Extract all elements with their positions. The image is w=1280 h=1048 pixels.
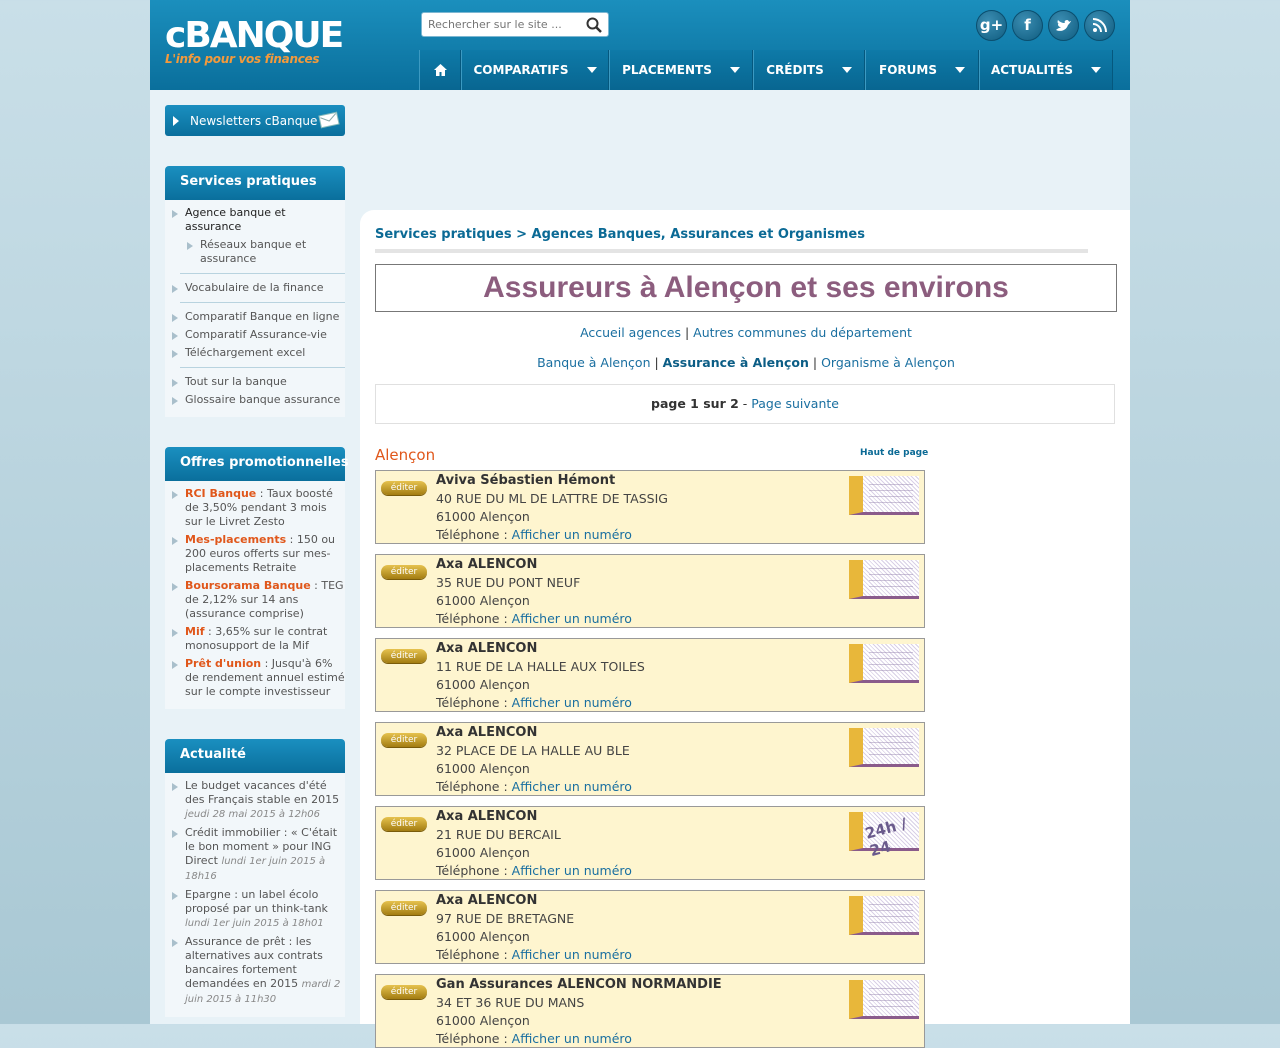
envelope-icon — [319, 112, 339, 128]
search-icon[interactable] — [586, 17, 602, 33]
newsletter-button[interactable]: Newsletters cBanque — [165, 105, 345, 136]
schedule-grid — [869, 480, 913, 508]
logo-brand: cBANQUE — [165, 15, 343, 56]
show-phone-link[interactable]: Afficher un numéro — [511, 947, 632, 962]
chevron-down-icon — [842, 67, 852, 73]
agency-name: Axa ALENCON — [436, 641, 538, 656]
next-page-link[interactable]: Page suivante — [751, 396, 839, 411]
nav-actualites[interactable]: ACTUALITÉS — [979, 50, 1113, 90]
agency-info — [436, 976, 722, 1048]
main-content — [360, 210, 1130, 1046]
sidebar-item-comparatif-assurance[interactable]: Comparatif Assurance-vie — [165, 326, 345, 344]
agency-phone: Téléphone : Afficher un numéro — [436, 527, 632, 542]
agency-city: 61000 Alençon — [436, 929, 530, 944]
opening-hours-thumbnail[interactable] — [849, 644, 919, 683]
link-banque[interactable]: Banque à Alençon — [537, 355, 651, 370]
offer-item: Mes-placements : 150 ou 200 euros offerts sur mes-placements Retraite — [165, 531, 345, 577]
opening-hours-thumbnail[interactable] — [849, 896, 919, 935]
category-links: Banque à Alençon | Assurance à Alençon | Organisme à Alençon — [537, 355, 955, 370]
title-box — [375, 264, 1117, 312]
hours-badge: 24h / 24 — [863, 814, 909, 861]
logo[interactable] — [165, 15, 343, 66]
search-input[interactable] — [422, 13, 582, 36]
breadcrumb[interactable]: Services pratiques > Agences Banques, Assurances et Organismes — [375, 227, 865, 242]
offer-item: Prêt d'union : Jusqu'à 6% de rendement annuel estimé sur le compte investisseur — [165, 655, 345, 701]
agency-info — [436, 556, 632, 628]
agency-info — [436, 724, 632, 796]
opening-hours-thumbnail[interactable] — [849, 980, 919, 1019]
agency-name: Axa ALENCON — [436, 809, 538, 824]
news-item[interactable]: Epargne : un label écolo proposé par un think-tank lundi 1er juin 2015 à 18h01 — [165, 886, 345, 933]
show-phone-link[interactable]: Afficher un numéro — [511, 1031, 632, 1046]
agency-entry — [375, 638, 925, 712]
agency-name: Axa ALENCON — [436, 725, 538, 740]
schedule-grid — [869, 648, 913, 676]
opening-hours-thumbnail[interactable] — [849, 560, 919, 599]
chevron-down-icon — [587, 67, 597, 73]
news-item[interactable]: Crédit immobilier : « C'était le bon moment » pour ING Direct lundi 1er juin 2015 à 18h16 — [165, 824, 345, 886]
agency-entry — [375, 890, 925, 964]
opening-hours-thumbnail[interactable] — [849, 812, 919, 861]
agency-address: 11 RUE DE LA HALLE AUX TOILES — [436, 659, 645, 674]
agency-city: 61000 Alençon — [436, 761, 530, 776]
news-title: Actualité — [165, 739, 345, 773]
nav-comparatifs[interactable]: COMPARATIFS — [461, 50, 609, 90]
edit-button[interactable]: éditer — [381, 817, 427, 831]
main-nav — [419, 50, 1115, 90]
offer-brand-link[interactable]: Mes-placements — [185, 533, 287, 546]
offer-item: Boursorama Banque : TEG de 2,12% sur 14 ans (assurance comprise) — [165, 577, 345, 623]
agency-city: 61000 Alençon — [436, 593, 530, 608]
nav-forums[interactable]: FORUMS — [865, 50, 979, 90]
facebook-icon[interactable]: f — [1012, 10, 1043, 41]
show-phone-link[interactable]: Afficher un numéro — [511, 863, 632, 878]
agency-name: Axa ALENCON — [436, 893, 538, 908]
pagination: page 1 sur 2 - Page suivante — [375, 384, 1115, 424]
nav-credits[interactable]: CRÉDITS — [753, 50, 865, 90]
agency-info — [436, 640, 645, 712]
agency-name: Axa ALENCON — [436, 557, 538, 572]
chevron-down-icon — [1091, 67, 1101, 73]
agency-name: Aviva Sébastien Hémont — [436, 473, 616, 488]
agency-phone: Téléphone : Afficher un numéro — [436, 611, 632, 626]
nav-home[interactable] — [419, 50, 461, 90]
agency-phone: Téléphone : Afficher un numéro — [436, 947, 632, 962]
chevron-down-icon — [955, 67, 965, 73]
sidebar-item-vocabulaire[interactable]: Vocabulaire de la finance — [165, 279, 345, 297]
agency-city: 61000 Alençon — [436, 677, 530, 692]
sidebar-item-reseaux[interactable]: Réseaux banque et assurance — [165, 236, 345, 268]
show-phone-link[interactable]: Afficher un numéro — [511, 779, 632, 794]
agency-phone: Téléphone : Afficher un numéro — [436, 1031, 632, 1046]
divider — [375, 249, 1088, 253]
agency-entry — [375, 974, 925, 1048]
agency-phone: Téléphone : Afficher un numéro — [436, 695, 632, 710]
offer-item: RCI Banque : Taux boosté de 3,50% pendant 3 mois sur le Livret Zesto — [165, 485, 345, 531]
google-plus-icon[interactable]: g+ — [976, 10, 1007, 41]
schedule-grid — [869, 564, 913, 592]
agency-city: 61000 Alençon — [436, 509, 530, 524]
divider — [180, 273, 345, 274]
offer-brand-link[interactable]: Boursorama Banque — [185, 579, 311, 592]
edit-button[interactable]: éditer — [381, 985, 427, 999]
sidebar-item-comparatif-banque[interactable]: Comparatif Banque en ligne — [165, 308, 345, 326]
offers-title: Offres promotionnelles — [165, 447, 345, 481]
agency-entry — [375, 806, 925, 880]
news-item[interactable]: Assurance de prêt : les alternatives aux contrats bancaires fortement demandées en 2015 mardi 2 juin 2015 à 11h30 — [165, 933, 345, 1009]
home-icon — [434, 64, 447, 76]
agency-entry — [375, 470, 925, 544]
link-autres-communes[interactable]: Autres communes du département — [693, 325, 912, 340]
arrow-right-icon — [173, 116, 179, 126]
agency-entry — [375, 554, 925, 628]
edit-button[interactable]: éditer — [381, 565, 427, 579]
agency-city: 61000 Alençon — [436, 1013, 530, 1028]
show-phone-link[interactable]: Afficher un numéro — [511, 611, 632, 626]
divider — [180, 367, 345, 368]
agency-info — [436, 808, 632, 880]
services-title: Services pratiques — [165, 166, 345, 200]
top-of-page-link[interactable]: Haut de page — [860, 448, 929, 458]
search-box — [421, 12, 609, 37]
section-title: Alençon — [375, 446, 436, 464]
show-phone-link[interactable]: Afficher un numéro — [511, 695, 632, 710]
edit-button[interactable]: éditer — [381, 649, 427, 663]
page — [150, 0, 1130, 1046]
page-indicator: page 1 sur 2 — [651, 396, 739, 411]
agency-address: 35 RUE DU PONT NEUF — [436, 575, 581, 590]
agency-info — [436, 892, 632, 964]
sidebar-item-agence[interactable]: Agence banque et assurance — [165, 204, 345, 236]
offer-item: Mif : 3,65% sur le contrat monosupport de la Mif — [165, 623, 345, 655]
agency-address: 97 RUE DE BRETAGNE — [436, 911, 575, 926]
agency-address: 32 PLACE DE LA HALLE AU BLE — [436, 743, 630, 758]
opening-hours-thumbnail[interactable] — [849, 728, 919, 767]
agency-address: 34 ET 36 RUE DU MANS — [436, 995, 585, 1010]
agency-phone: Téléphone : Afficher un numéro — [436, 863, 632, 878]
schedule-grid — [869, 900, 913, 928]
sidebar — [165, 105, 349, 1017]
link-assurance[interactable]: Assurance à Alençon — [662, 355, 809, 370]
agency-name: Gan Assurances ALENCON NORMANDIE — [436, 977, 722, 992]
link-accueil-agences[interactable]: Accueil agences — [580, 325, 681, 340]
nav-placements[interactable]: PLACEMENTS — [609, 50, 753, 90]
agency-info — [436, 472, 668, 544]
agency-address: 40 RUE DU ML DE LATTRE DE TASSIG — [436, 491, 668, 506]
agency-address: 21 RUE DU BERCAIL — [436, 827, 561, 842]
divider — [180, 302, 345, 303]
agency-phone: Téléphone : Afficher un numéro — [436, 779, 632, 794]
edit-button[interactable]: éditer — [381, 901, 427, 915]
services-box — [165, 166, 345, 417]
page-title: Assureurs à Alençon et ses environs — [483, 271, 1009, 304]
agency-entry — [375, 722, 925, 796]
agency-city: 61000 Alençon — [436, 845, 530, 860]
sidebar-item-telechargement[interactable]: Téléchargement excel — [165, 344, 345, 362]
rss-icon[interactable] — [1084, 10, 1115, 41]
offer-brand-link[interactable]: RCI Banque — [185, 487, 257, 500]
schedule-grid — [869, 984, 913, 1012]
sidebar-item-glossaire[interactable]: Glossaire banque assurance — [165, 391, 345, 409]
sidebar-item-tout-banque[interactable]: Tout sur la banque — [165, 373, 345, 391]
news-box — [165, 739, 345, 1017]
offer-brand-link[interactable]: Mif — [185, 625, 205, 638]
schedule-grid — [869, 732, 913, 760]
edit-button[interactable]: éditer — [381, 733, 427, 747]
news-item[interactable]: Le budget vacances d'été des Français stable en 2015 jeudi 28 mai 2015 à 12h06 — [165, 777, 345, 824]
header — [150, 0, 1130, 90]
show-phone-link[interactable]: Afficher un numéro — [511, 527, 632, 542]
offers-box — [165, 447, 349, 709]
agency-links: Accueil agences | Autres communes du département — [580, 325, 912, 340]
offer-brand-link[interactable]: Prêt d'union — [185, 657, 262, 670]
edit-button[interactable]: éditer — [381, 481, 427, 495]
logo-tagline: L'info pour vos finances — [165, 52, 320, 66]
social-links — [976, 10, 1115, 41]
link-organisme[interactable]: Organisme à Alençon — [821, 355, 955, 370]
opening-hours-thumbnail[interactable] — [849, 476, 919, 515]
twitter-icon[interactable] — [1048, 10, 1079, 41]
chevron-down-icon — [730, 67, 740, 73]
